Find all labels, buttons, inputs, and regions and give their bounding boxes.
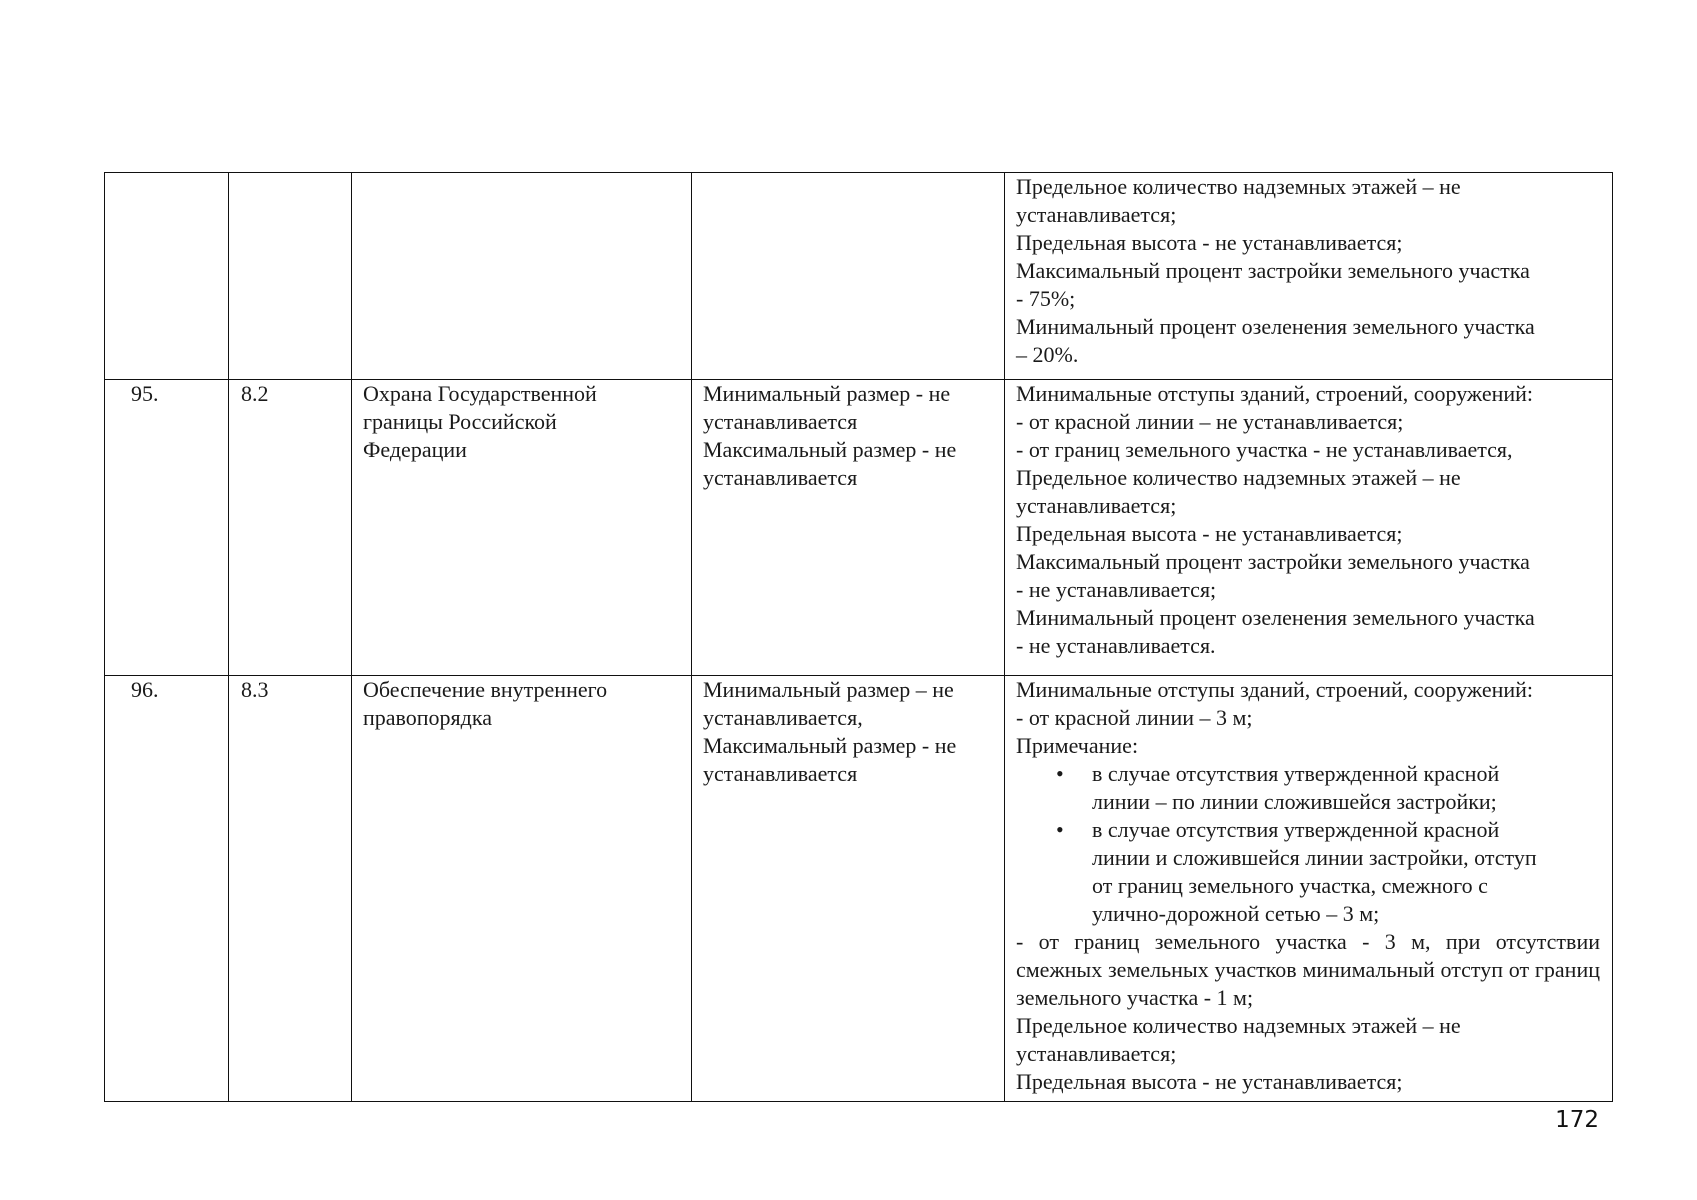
use-name-line: правопорядка [363,705,492,730]
parameter-line: - не устанавливается; [1016,577,1217,602]
plot-size-line: Минимальный размер - не [703,381,951,406]
plot-size-line: устанавливается [703,761,858,786]
parameter-line: Максимальный процент застройки земельного участка [1016,549,1530,574]
table-row [105,380,1613,676]
parameter-line: - от красной линии – 3 м; [1016,705,1253,730]
parameter-line: Предельная высота - не устанавливается; [1016,521,1403,546]
plot-size-line: устанавливается [703,409,858,434]
use-name-line: Охрана Государственной [363,381,597,406]
parameters-cell [1005,173,1613,380]
parameter-line: Предельное количество надземных этажей – не [1016,174,1461,199]
row-number-cell: 96. [105,676,229,1102]
plot-size-line: Минимальный размер – не [703,677,954,702]
parameter-line: - от красной линии – не устанавливается; [1016,409,1404,434]
note-bullet-item [1056,816,1600,928]
bullet-line: линии и сложившейся линии застройки, отступ [1092,845,1537,870]
parameter-line: устанавливается; [1016,202,1177,227]
use-name-line: границы Российской [363,409,557,434]
use-name-line: Федерации [363,437,467,462]
plot-size-line: устанавливается [703,465,858,490]
parameter-line: – 20%. [1016,342,1079,367]
table-row [105,676,1613,1102]
bullet-line: в случае отсутствия утвержденной красной [1092,761,1500,786]
parameter-line: - не устанавливается. [1016,633,1216,658]
use-name-cell [352,173,692,380]
plot-size-line: устанавливается, [703,705,863,730]
bullet-line: улично-дорожной сетью – 3 м; [1092,901,1380,926]
parameter-line: - от границ земельного участка - не устанавливается, [1016,437,1513,462]
use-name-line: Обеспечение внутреннего [363,677,608,702]
bullet-line: в случае отсутствия утвержденной красной [1092,817,1500,842]
plot-size-cell [692,173,1005,380]
bullet-line: линии – по линии сложившейся застройки; [1092,789,1497,814]
parameter-line: Предельная высота - не устанавливается; [1016,1069,1403,1094]
plot-size-line: Максимальный размер - не [703,437,957,462]
note-bullet-list [1016,760,1600,928]
land-use-regulations-table [104,172,1613,1102]
table-row [105,173,1613,380]
use-code-cell: 8.2 [229,380,352,676]
parameter-line: Предельная высота - не устанавливается; [1016,230,1403,255]
use-code-cell: 8.3 [229,676,352,1102]
plot-size-cell [692,380,1005,676]
parameter-line: Минимальный процент озеленения земельного участка [1016,605,1535,630]
parameters-cell [1005,380,1613,676]
parameters-cell [1005,676,1613,1102]
bullet-line: от границ земельного участка, смежного с [1092,873,1488,898]
row-number-cell [105,173,229,380]
note-label: Примечание: [1016,733,1139,758]
parameter-line: Минимальные отступы зданий, строений, сооружений: [1016,677,1534,702]
page-number: 172 [1555,1107,1599,1133]
use-name-cell [352,676,692,1102]
parameter-line: Максимальный процент застройки земельного участка [1016,258,1530,283]
parameter-line: Предельное количество надземных этажей – не [1016,465,1461,490]
bullet-icon: • [1056,817,1064,842]
parameter-line: - 75%; [1016,286,1076,311]
parameter-line: устанавливается; [1016,493,1177,518]
parameter-line: Минимальный процент озеленения земельного участка [1016,314,1535,339]
parameter-line: устанавливается; [1016,1041,1177,1066]
parameter-line: Минимальные отступы зданий, строений, сооружений: [1016,381,1534,406]
plot-size-cell [692,676,1005,1102]
parameter-paragraph: - от границ земельного участка - 3 м, при отсутствии смежных земельных участков минимальный отступ от границ земельного участка - 1 м; [1016,929,1600,1010]
bullet-icon: • [1056,761,1064,786]
row-number-cell: 95. [105,380,229,676]
note-bullet-item [1056,760,1600,816]
parameter-line: Предельное количество надземных этажей – не [1016,1013,1461,1038]
plot-size-line: Максимальный размер - не [703,733,957,758]
use-name-cell [352,380,692,676]
use-code-cell [229,173,352,380]
